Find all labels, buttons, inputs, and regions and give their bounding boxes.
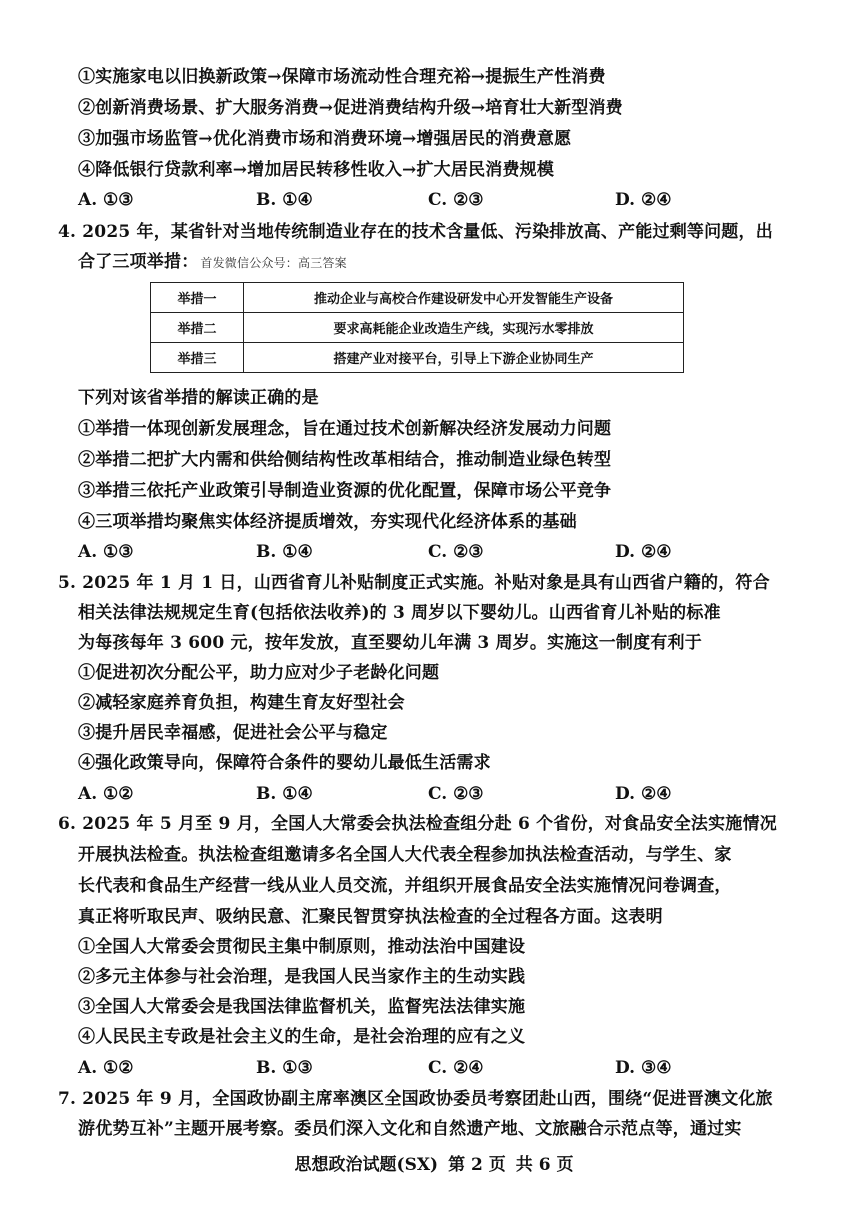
q4-stem-line-1: 4. 2025 年，某省针对当地传统制造业存在的技术含量低、污染排放高、产能过剩等问题，出 <box>58 222 773 242</box>
q5-stem-line-2: 相关法律法规规定生育(包括依法收养)的 3 周岁以下婴幼儿。山西省育儿补贴的标准 <box>78 603 721 623</box>
q4-choice-c: C. ②③ <box>428 542 484 562</box>
q5-choice-d: D. ②④ <box>615 784 672 804</box>
q6-choices <box>78 1057 778 1079</box>
q4-choice-d: D. ②④ <box>615 542 672 562</box>
measures-table <box>150 282 684 373</box>
q4-choice-b: B. ①④ <box>256 542 313 562</box>
table-row <box>151 283 684 313</box>
q3-choice-c: C. ②③ <box>428 190 484 210</box>
q6-choice-b: B. ①③ <box>256 1058 313 1078</box>
q5-option-3: ③提升居民幸福感，促进社会公平与稳定 <box>78 723 388 743</box>
footer-total: 共 6 页 <box>515 1155 574 1175</box>
q4-option-4: ④三项举措均聚焦实体经济提质增效，夯实现代化经济体系的基础 <box>78 512 577 532</box>
q5-choices <box>78 783 778 805</box>
q3-option-3: ③加强市场监管→优化消费市场和消费环境→增强居民的消费意愿 <box>78 129 572 149</box>
q6-option-4: ④人民民主专政是社会主义的生命，是社会治理的应有之义 <box>78 1027 526 1047</box>
q4-stem-line-2 <box>78 251 347 274</box>
q6-stem-line-4: 真正将听取民声、吸纳民意、汇聚民智贯穿执法检查的全过程各方面。这表明 <box>78 907 663 927</box>
q5-option-1: ①促进初次分配公平，助力应对少子老龄化问题 <box>78 663 440 683</box>
q3-option-2: ②创新消费场景、扩大服务消费→促进消费结构升级→培育壮大新型消费 <box>78 98 623 118</box>
q6-stem-line-2: 开展执法检查。执法检查组邀请多名全国人大代表全程参加执法检查活动，与学生、家 <box>78 845 732 865</box>
measure-content: 推动企业与高校合作建设研发中心开发智能生产设备 <box>244 283 684 313</box>
q6-option-3: ③全国人大常委会是我国法律监督机关，监督宪法法律实施 <box>78 997 526 1017</box>
footer-title: 思想政治试题(SX) <box>294 1155 439 1175</box>
q3-choice-d: D. ②④ <box>615 190 672 210</box>
q5-choice-c: C. ②③ <box>428 784 484 804</box>
q5-choice-b: B. ①④ <box>256 784 313 804</box>
q6-choice-d: D. ③④ <box>615 1058 672 1078</box>
q6-stem-line-1: 6. 2025 年 5 月至 9 月，全国人大常委会执法检查组分赴 6 个省份，对食品安全法实施情况 <box>58 814 777 834</box>
q5-option-4: ④强化政策导向，保障符合条件的婴幼儿最低生活需求 <box>78 753 491 773</box>
q6-option-1: ①全国人大常委会贯彻民主集中制原则，推动法治中国建设 <box>78 937 526 957</box>
q6-choice-c: C. ②④ <box>428 1058 484 1078</box>
q3-choice-b: B. ①④ <box>256 190 313 210</box>
q3-choices <box>78 189 778 211</box>
q5-option-2: ②减轻家庭养育负担，构建生育友好型社会 <box>78 693 405 713</box>
q6-option-2: ②多元主体参与社会治理，是我国人民当家作主的生动实践 <box>78 967 526 987</box>
table-row <box>151 313 684 343</box>
measure-content: 搭建产业对接平台，引导上下游企业协同生产 <box>244 343 684 373</box>
measure-content: 要求高耗能企业改造生产线，实现污水零排放 <box>244 313 684 343</box>
q4-option-1: ①举措一体现创新发展理念，旨在通过技术创新解决经济发展动力问题 <box>78 419 612 439</box>
q4-choice-a: A. ①③ <box>78 542 134 562</box>
q4-stem-text: 合了三项举措： <box>78 252 199 272</box>
measure-name: 举措二 <box>151 313 244 343</box>
watermark-text: 首发微信公众号：高三答案 <box>200 256 347 270</box>
table-row <box>151 343 684 373</box>
q3-choice-a: A. ①③ <box>78 190 134 210</box>
q4-question: 下列对该省举措的解读正确的是 <box>78 388 319 408</box>
q3-option-4: ④降低银行贷款利率→增加居民转移性收入→扩大居民消费规模 <box>78 160 555 180</box>
q4-option-3: ③举措三依托产业政策引导制造业资源的优化配置，保障市场公平竞争 <box>78 481 612 501</box>
q5-choice-a: A. ①② <box>78 784 134 804</box>
measure-name: 举措三 <box>151 343 244 373</box>
q6-choice-a: A. ①② <box>78 1058 134 1078</box>
q7-stem-line-2: 游优势互补”主题开展考察。委员们深入文化和自然遗产地、文旅融合示范点等，通过实 <box>78 1119 742 1139</box>
page-footer <box>0 1154 868 1176</box>
footer-page: 第 2 页 <box>448 1155 506 1175</box>
q5-stem-line-3: 为每孩每年 3 600 元，按年发放，直至婴幼儿年满 3 周岁。实施这一制度有利于 <box>78 633 702 653</box>
q5-stem-line-1: 5. 2025 年 1 月 1 日，山西省育儿补贴制度正式实施。补贴对象是具有山西省户籍的，符合 <box>58 573 770 593</box>
q4-choices <box>78 541 778 563</box>
q6-stem-line-3: 长代表和食品生产经营一线从业人员交流，并组织开展食品安全法实施情况问卷调查， <box>78 876 732 896</box>
q4-option-2: ②举措二把扩大内需和供给侧结构性改革相结合，推动制造业绿色转型 <box>78 450 612 470</box>
measure-name: 举措一 <box>151 283 244 313</box>
q3-option-1: ①实施家电以旧换新政策→保障市场流动性合理充裕→提振生产性消费 <box>78 67 606 87</box>
q7-stem-line-1: 7. 2025 年 9 月，全国政协副主席率澳区全国政协委员考察团赴山西，围绕“促进晋澳文化旅 <box>58 1089 773 1109</box>
